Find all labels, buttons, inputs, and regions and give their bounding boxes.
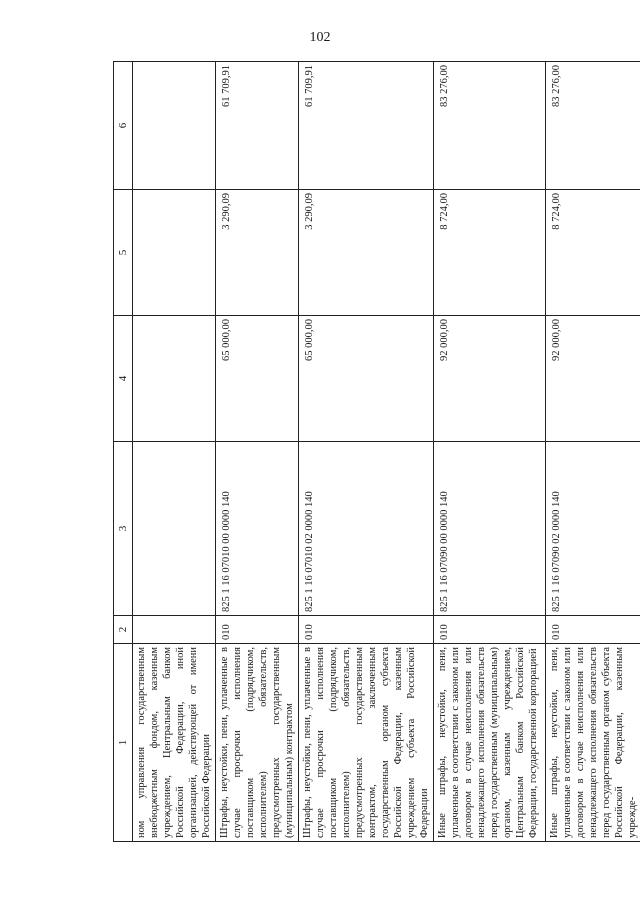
- row-value-4: 92 000,00: [434, 316, 546, 442]
- header-cell-2: 2: [114, 616, 133, 644]
- page-number: 102: [309, 30, 331, 45]
- row-value-4: [133, 316, 216, 442]
- row-kbk: 825 1 16 07090 00 0000 140: [434, 442, 546, 616]
- row-value-5: 3 290,09: [299, 190, 434, 316]
- row-description: Иные штрафы, неустойки, пени, уплаченные в соответствии с законом или договором в случае неисполнения или ненадлежащего исполнения обязательств перед государственным (муниципальным) органом, казенным учреждением, Центральным банком Российской Федерации, государственной корпорацией: [434, 644, 546, 842]
- row-description: Штрафы, неустойки, пени, уплаченные в случае просрочки исполнения поставщиком (подрядчиком, исполнителем) обязательств, предусмотренных государственным контрактом, заключенным государственным органом субъекта Российской Федерации, казенным учреждением субъекта Российской Федерации: [299, 644, 434, 842]
- row-value-4: 65 000,00: [299, 316, 434, 442]
- row-value-6: 61 709,91: [299, 62, 434, 190]
- row-value-4: 92 000,00: [546, 316, 640, 442]
- table-header-row: [114, 62, 133, 842]
- header-cell-4: 4: [114, 316, 133, 442]
- header-cell-5: 5: [114, 190, 133, 316]
- row-code: 010: [434, 616, 546, 644]
- row-value-6: 83 276,00: [434, 62, 546, 190]
- rotated-table-container: [113, 62, 638, 842]
- row-value-5: [133, 190, 216, 316]
- header-cell-1: 1: [114, 644, 133, 842]
- row-code: [133, 616, 216, 644]
- row-code: 010: [299, 616, 434, 644]
- row-kbk: 825 1 16 07010 02 0000 140: [299, 442, 434, 616]
- header-cell-3: 3: [114, 442, 133, 616]
- row-value-6: [133, 62, 216, 190]
- table-row: [133, 62, 216, 842]
- table-row: [299, 62, 434, 842]
- row-description: Иные штрафы, неустойки, пени, уплаченные в соответствии с законом или договором в случае неисполнения или ненадлежащего исполнения обязательств перед государственным органом субъекта Российской Федерации, казенным учрежде-: [546, 644, 640, 842]
- row-kbk: 825 1 16 07010 00 0000 140: [216, 442, 299, 616]
- row-description: ном управления государственным внебюджетным фондом, казенным учреждением, Центральным банком Российской Федерации, иной организацией, действующей от имени Российской Федерации: [133, 644, 216, 842]
- row-kbk: [133, 442, 216, 616]
- row-code: 010: [546, 616, 640, 644]
- row-value-5: 3 290,09: [216, 190, 299, 316]
- row-value-5: 8 724,00: [546, 190, 640, 316]
- row-value-6: 83 276,00: [546, 62, 640, 190]
- row-value-5: 8 724,00: [434, 190, 546, 316]
- row-description: Штрафы, неустойки, пени, уплаченные в случае просрочки исполнения поставщиком (подрядчиком, исполнителем) обязательств, предусмотренных государственным (муниципальным) контрактом: [216, 644, 299, 842]
- row-value-4: 65 000,00: [216, 316, 299, 442]
- table-row: [216, 62, 299, 842]
- table-row: [434, 62, 546, 842]
- revenue-table: [113, 61, 640, 842]
- header-cell-6: 6: [114, 62, 133, 190]
- table-row: [546, 62, 640, 842]
- row-kbk: 825 1 16 07090 02 0000 140: [546, 442, 640, 616]
- row-code: 010: [216, 616, 299, 644]
- row-value-6: 61 709,91: [216, 62, 299, 190]
